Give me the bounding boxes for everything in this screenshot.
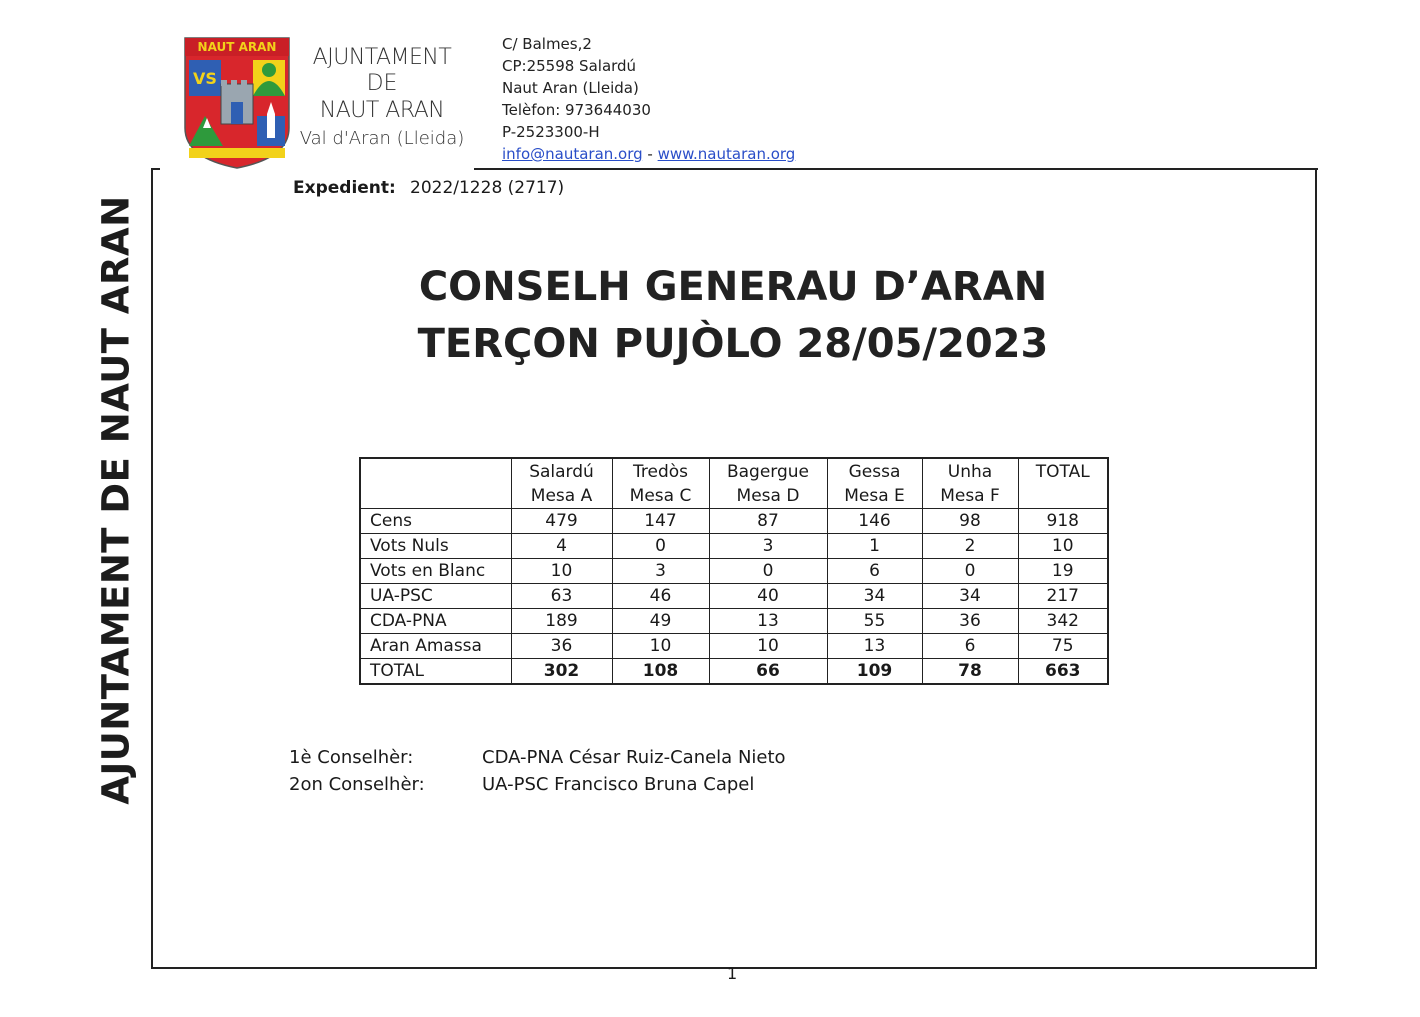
table-cell: 66: [709, 659, 827, 685]
side-vertical-title: AJUNTAMENT DE NAUT ARAN: [94, 195, 138, 805]
table-cell: 342: [1018, 609, 1108, 634]
second-councillor-name: UA-PSC Francisco Bruna Capel: [482, 774, 755, 795]
table-cell: 6: [922, 634, 1018, 659]
table-row: [360, 559, 1108, 584]
table-header-corner: [360, 458, 511, 509]
table-cell: 479: [511, 509, 612, 534]
table-header-row: [360, 458, 1108, 509]
table-cell: 0: [612, 534, 709, 559]
table-cell: 663: [1018, 659, 1108, 685]
table-cell: 36: [511, 634, 612, 659]
address-town: Naut Aran (Lleida): [502, 79, 639, 97]
table-cell: 108: [612, 659, 709, 685]
logo-text-de: DE: [366, 71, 398, 96]
expedient-value: 2022/1228 (2717): [410, 178, 565, 198]
table-cell: 189: [511, 609, 612, 634]
table-header-tredos: Tredòs Mesa C: [612, 458, 709, 509]
table-cell: 63: [511, 584, 612, 609]
document-title: CONSELH GENERAU D’ARAN: [418, 264, 1048, 310]
table-cell: 13: [827, 634, 922, 659]
table-cell: 34: [922, 584, 1018, 609]
table-cell: 10: [709, 634, 827, 659]
table-cell: 13: [709, 609, 827, 634]
row-label: CDA-PNA: [360, 609, 511, 634]
table-cell: 0: [922, 559, 1018, 584]
table-cell: 109: [827, 659, 922, 685]
table-row: [360, 584, 1108, 609]
frame-top-border: [474, 168, 1318, 170]
website-link[interactable]: www.nautaran.org: [657, 145, 796, 163]
first-councillor-label: 1è Conselhèr:: [289, 747, 414, 768]
frame-top-left-tick: [152, 168, 160, 170]
email-link[interactable]: info@nautaran.org: [502, 145, 643, 163]
first-councillor-name: CDA-PNA César Ruiz-Canela Nieto: [482, 747, 786, 768]
shield-monogram-icon: VS: [193, 69, 217, 88]
table-cell: 87: [709, 509, 827, 534]
row-label: Aran Amassa: [360, 634, 511, 659]
link-separator: -: [642, 145, 658, 163]
address-phone: Telèfon: 973644030: [502, 101, 651, 119]
table-header-gessa: Gessa Mesa E: [827, 458, 922, 509]
table-total-row: [360, 659, 1108, 685]
logo-text-val-daran: Val d'Aran (Lleida): [299, 128, 465, 149]
table-cell: 46: [612, 584, 709, 609]
results-table: [359, 457, 1109, 685]
table-cell: 78: [922, 659, 1018, 685]
table-cell: 40: [709, 584, 827, 609]
table-cell: 10: [511, 559, 612, 584]
table-header-salardu: Salardú Mesa A: [511, 458, 612, 509]
row-label: TOTAL: [360, 659, 511, 685]
table-cell: 146: [827, 509, 922, 534]
table-cell: 147: [612, 509, 709, 534]
table-cell: 55: [827, 609, 922, 634]
address-street: C/ Balmes,2: [502, 35, 592, 53]
page-number: 1: [727, 964, 738, 983]
second-councillor-label: 2on Conselhèr:: [289, 774, 425, 795]
table-cell: 34: [827, 584, 922, 609]
logo-text-naut-aran: NAUT ARAN: [319, 98, 445, 123]
table-cell: 36: [922, 609, 1018, 634]
table-cell: 98: [922, 509, 1018, 534]
row-label: UA-PSC: [360, 584, 511, 609]
row-label: Vots en Blanc: [360, 559, 511, 584]
address-links: [502, 145, 795, 163]
table-cell: 75: [1018, 634, 1108, 659]
table-cell: 3: [709, 534, 827, 559]
table-cell: 0: [709, 559, 827, 584]
table-cell: 217: [1018, 584, 1108, 609]
table-row: [360, 509, 1108, 534]
row-label: Cens: [360, 509, 511, 534]
table-cell: 49: [612, 609, 709, 634]
coat-of-arms-logo: [183, 36, 291, 170]
table-cell: 2: [922, 534, 1018, 559]
document-subtitle: TERÇON PUJÒLO 28/05/2023: [417, 321, 1049, 367]
table-header-total: TOTAL: [1018, 458, 1108, 509]
table-cell: 6: [827, 559, 922, 584]
shield-banner-text: NAUT ARAN: [197, 40, 277, 54]
table-row: [360, 634, 1108, 659]
table-cell: 302: [511, 659, 612, 685]
table-cell: 1: [827, 534, 922, 559]
logo-text-ajuntament: AJUNTAMENT: [312, 45, 452, 70]
table-header-unha: Unha Mesa F: [922, 458, 1018, 509]
address-tax-id: P-2523300-H: [502, 123, 600, 141]
table-cell: 10: [1018, 534, 1108, 559]
table-cell: 19: [1018, 559, 1108, 584]
table-header-bagergue: Bagergue Mesa D: [709, 458, 827, 509]
address-postcode: CP:25598 Salardú: [502, 57, 637, 75]
table-row: [360, 534, 1108, 559]
table-cell: 3: [612, 559, 709, 584]
table-cell: 10: [612, 634, 709, 659]
table-row: [360, 609, 1108, 634]
table-cell: 918: [1018, 509, 1108, 534]
table-cell: 4: [511, 534, 612, 559]
row-label: Vots Nuls: [360, 534, 511, 559]
expedient-label: Expedient:: [293, 178, 396, 198]
frame-right-border: [1315, 168, 1317, 968]
frame-left-border: [151, 168, 153, 968]
